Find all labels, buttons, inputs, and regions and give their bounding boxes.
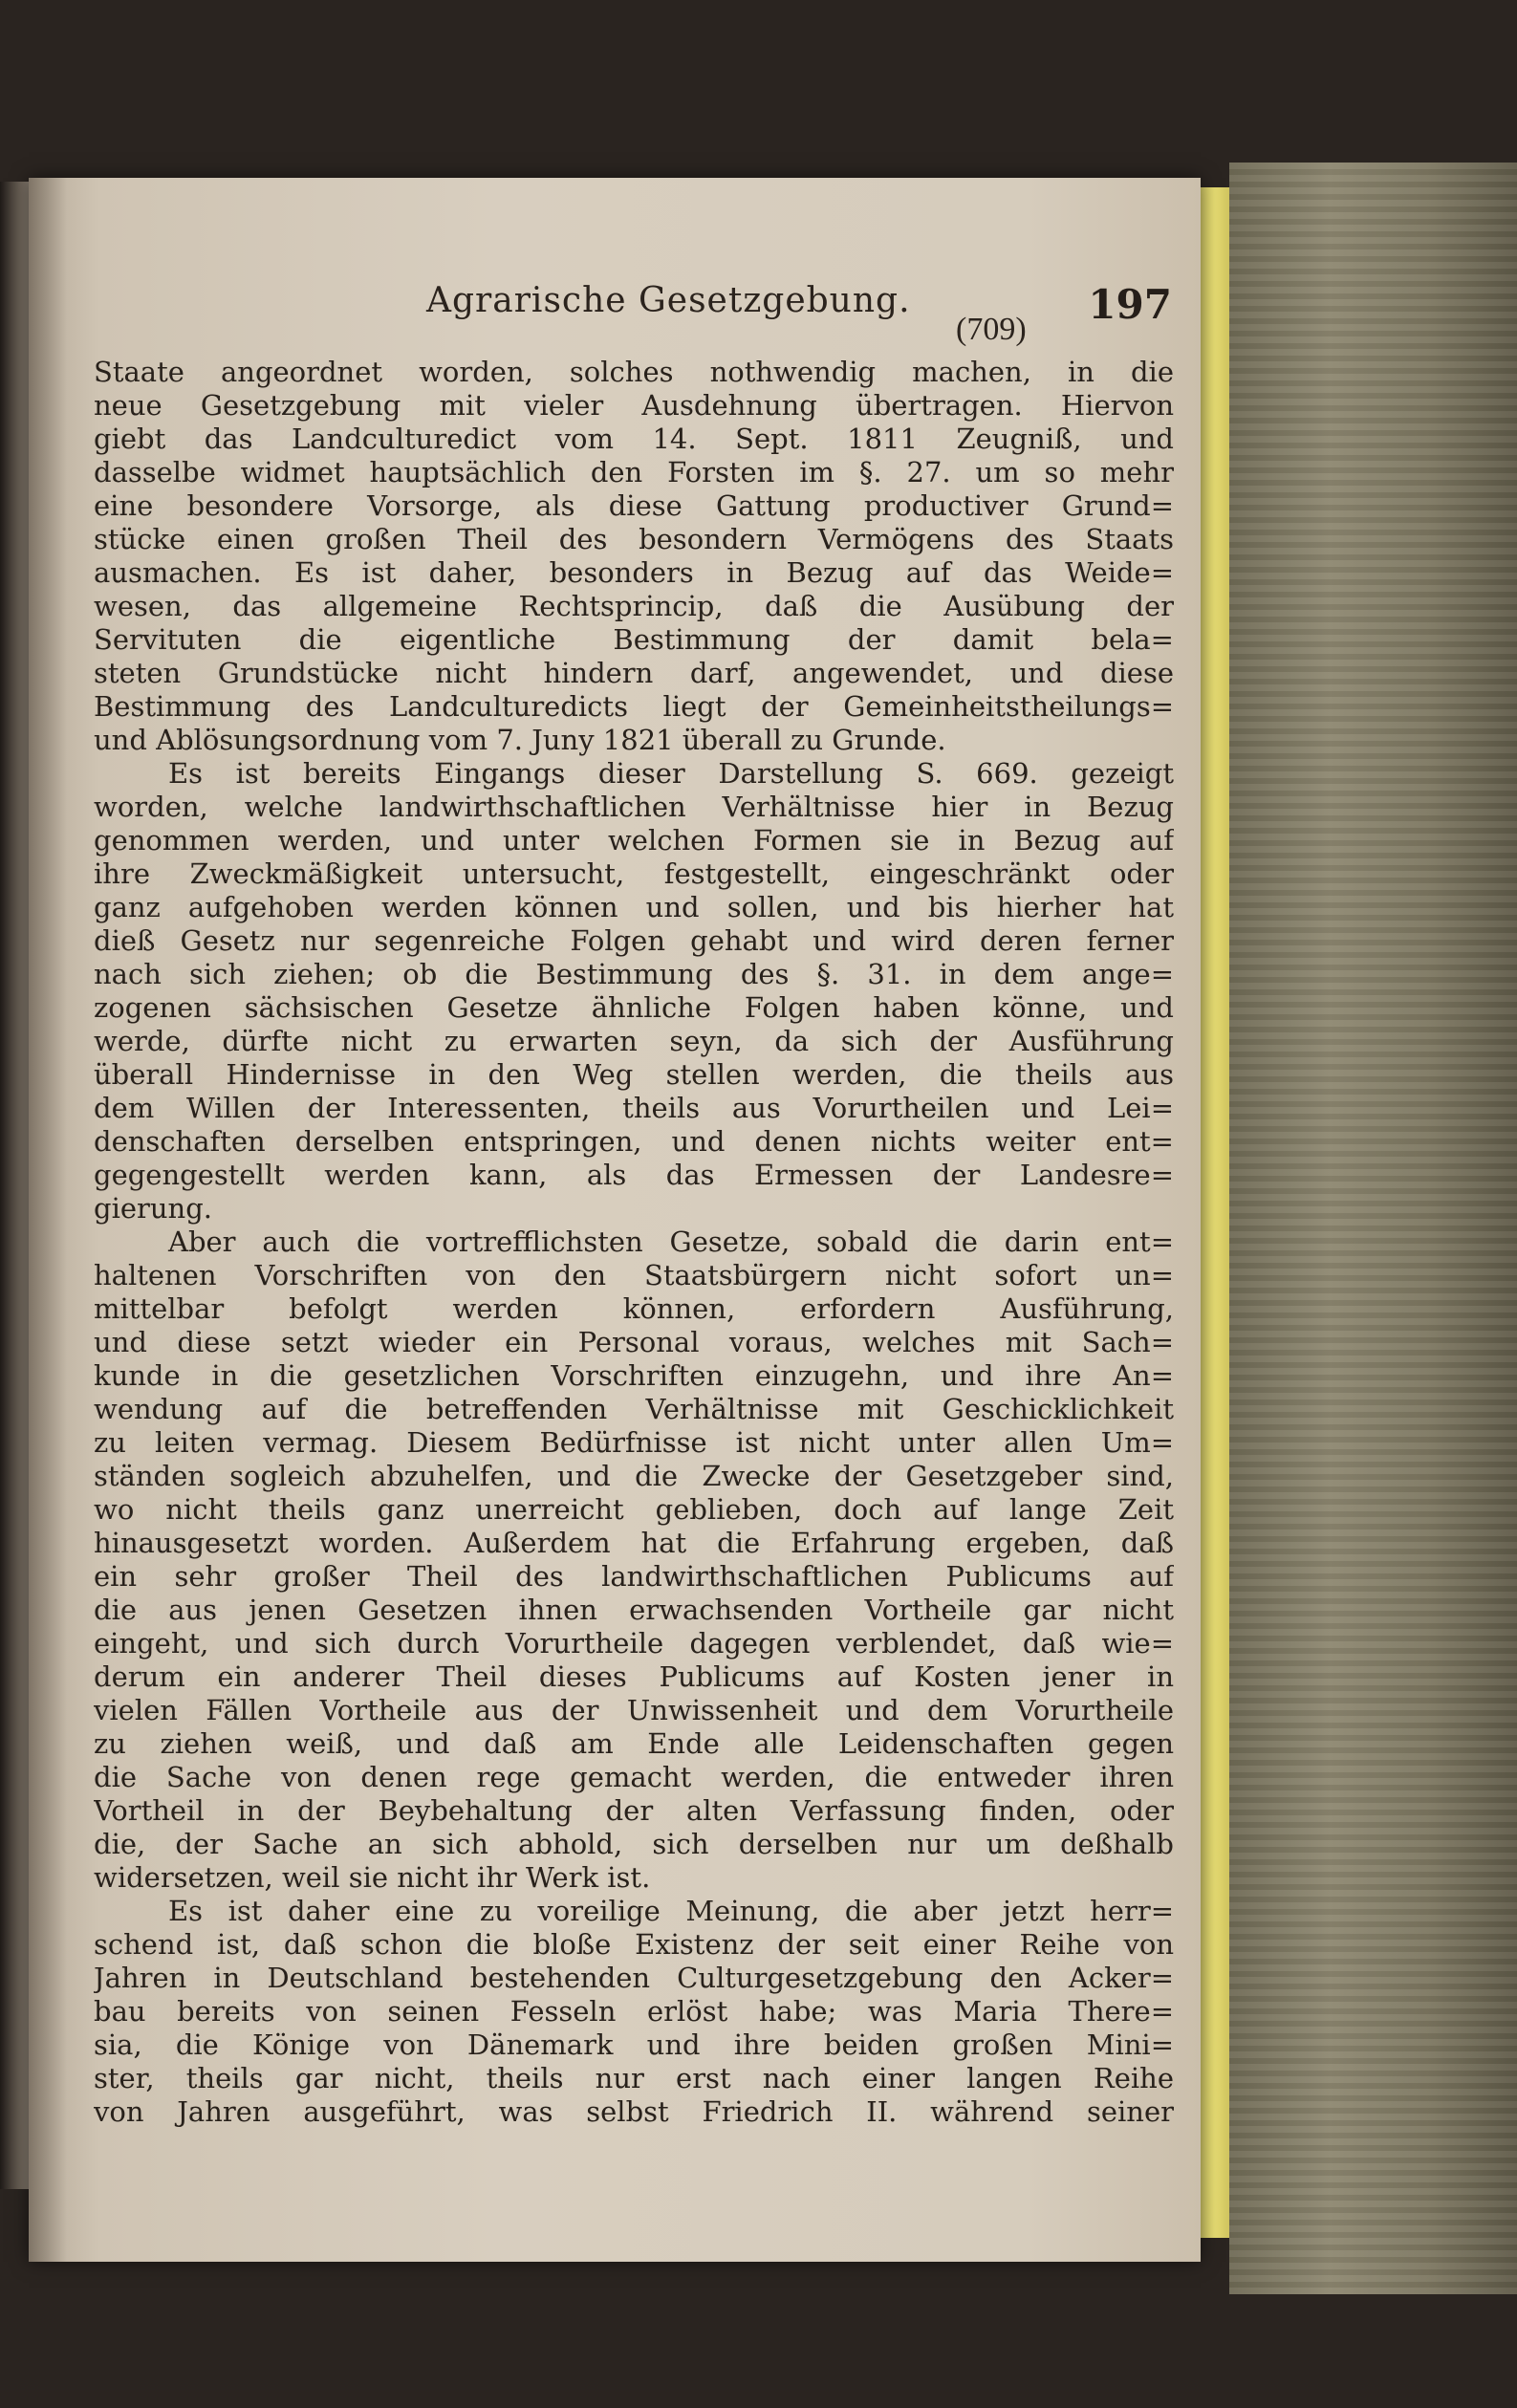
text-line: bau bereits von seinen Fesseln erlöst habe; was Maria There= <box>94 1995 1174 2028</box>
page-number: 197 <box>1088 281 1172 328</box>
text-line: ganz aufgehoben werden können und sollen, und bis hierher hat <box>94 891 1174 923</box>
gutter-shadow <box>29 178 67 2262</box>
text-line: ster, theils gar nicht, theils nur erst nach einer langen Reihe <box>94 2062 1174 2094</box>
text-line: werde, dürfte nicht zu erwarten seyn, da sich der Ausführung <box>94 1025 1174 1057</box>
marginal-number: (709) <box>956 312 1027 347</box>
text-line: überall Hindernisse in den Weg stellen werden, die theils aus <box>94 1058 1174 1091</box>
text-line: hinausgesetzt worden. Außerdem hat die Erfahrung ergeben, daß <box>94 1527 1174 1559</box>
text-line: sia, die Könige von Dänemark und ihre beiden großen Mini= <box>94 2028 1174 2061</box>
text-line: kunde in die gesetzlichen Vorschriften einzugehn, und ihre An= <box>94 1359 1174 1392</box>
text-line: schend ist, daß schon die bloße Existenz der seit einer Reihe von <box>94 1928 1174 1961</box>
text-line: die aus jenen Gesetzen ihnen erwachsenden Vortheile gar nicht <box>94 1594 1174 1626</box>
text-line: derum ein anderer Theil dieses Publicums auf Kosten jener in <box>94 1660 1174 1693</box>
text-line: Aber auch die vortrefflichsten Gesetze, sobald die darin ent= <box>168 1226 1174 1258</box>
page-edge-yellow <box>1201 187 1229 2238</box>
text-line: Jahren in Deutschland bestehenden Culturgesetzgebung den Acker= <box>94 1962 1174 1994</box>
text-line: stücke einen großen Theil des besondern Vermögens des Staats <box>94 523 1174 555</box>
book-page <box>29 178 1201 2262</box>
text-line: Staate angeordnet worden, solches nothwendig machen, in die <box>94 356 1174 388</box>
text-line: vielen Fällen Vortheile aus der Unwissenheit und dem Vorurtheile <box>94 1694 1174 1726</box>
text-line: ständen sogleich abzuhelfen, und die Zwecke der Gesetzgeber sind, <box>94 1460 1174 1492</box>
text-line: zu leiten vermag. Diesem Bedürfnisse ist nicht unter allen Um= <box>94 1426 1174 1459</box>
text-line: Bestimmung des Landculturedicts liegt der Gemeinheitstheilungs= <box>94 690 1174 723</box>
text-line: zu ziehen weiß, und daß am Ende alle Leidenschaften gegen <box>94 1727 1174 1760</box>
text-line: neue Gesetzgebung mit vieler Ausdehnung übertragen. Hiervon <box>94 389 1174 422</box>
text-line: giebt das Landculturedict vom 14. Sept. 1811 Zeugniß, und <box>94 423 1174 455</box>
text-line: Servituten die eigentliche Bestimmung der damit bela= <box>94 623 1174 656</box>
text-line: Vortheil in der Beybehaltung der alten Verfassung finden, oder <box>94 1794 1174 1827</box>
book-cover-edge <box>1229 163 1517 2294</box>
text-line: eine besondere Vorsorge, als diese Gattung productiver Grund= <box>94 489 1174 522</box>
text-line: ausmachen. Es ist daher, besonders in Bezug auf das Weide= <box>94 556 1174 589</box>
text-line: Es ist daher eine zu voreilige Meinung, die aber jetzt herr= <box>168 1895 1174 1927</box>
text-line: und diese setzt wieder ein Personal voraus, welches mit Sach= <box>94 1326 1174 1358</box>
text-line: widersetzen, weil sie nicht ihr Werk ist. <box>94 1861 651 1894</box>
text-line: mittelbar befolgt werden können, erfordern Ausführung, <box>94 1292 1174 1325</box>
running-head: Agrarische Gesetzgebung. <box>426 281 911 320</box>
text-line: dasselbe widmet hauptsächlich den Forsten im §. 27. um so mehr <box>94 456 1174 488</box>
text-line: und Ablösungsordnung vom 7. Juny 1821 überall zu Grunde. <box>94 724 946 756</box>
text-line: wo nicht theils ganz unerreicht geblieben, doch auf lange Zeit <box>94 1493 1174 1526</box>
text-line: die Sache von denen rege gemacht werden, die entweder ihren <box>94 1761 1174 1793</box>
text-line: steten Grundstücke nicht hindern darf, angewendet, und diese <box>94 657 1174 689</box>
text-line: ihre Zweckmäßigkeit untersucht, festgestellt, eingeschränkt oder <box>94 857 1174 890</box>
body-text <box>94 356 1174 2129</box>
text-line: die, der Sache an sich abhold, sich derselben nur um deßhalb <box>94 1828 1174 1860</box>
text-line: dieß Gesetz nur segenreiche Folgen gehabt und wird deren ferner <box>94 924 1174 957</box>
text-line: denschaften derselben entspringen, und denen nichts weiter ent= <box>94 1125 1174 1158</box>
text-line: gegengestellt werden kann, als das Ermessen der Landesre= <box>94 1159 1174 1191</box>
text-line: wesen, das allgemeine Rechtsprincip, daß die Ausübung der <box>94 590 1174 622</box>
text-line: worden, welche landwirthschaftlichen Verhältnisse hier in Bezug <box>94 791 1174 823</box>
text-line: zogenen sächsischen Gesetze ähnliche Folgen haben könne, und <box>94 991 1174 1024</box>
text-line: von Jahren ausgeführt, was selbst Friedrich II. während seiner <box>94 2095 1174 2128</box>
text-line: eingeht, und sich durch Vorurtheile dagegen verblendet, daß wie= <box>94 1627 1174 1660</box>
text-line: Es ist bereits Eingangs dieser Darstellung S. 669. gezeigt <box>168 757 1174 790</box>
text-line: wendung auf die betreffenden Verhältnisse mit Geschicklichkeit <box>94 1393 1174 1425</box>
text-line: dem Willen der Interessenten, theils aus Vorurtheilen und Lei= <box>94 1092 1174 1124</box>
text-line: gierung. <box>94 1192 213 1225</box>
text-line: genommen werden, und unter welchen Formen sie in Bezug auf <box>94 824 1174 857</box>
text-line: ein sehr großer Theil des landwirthschaftlichen Publicums auf <box>94 1560 1174 1593</box>
text-line: haltenen Vorschriften von den Staatsbürgern nicht sofort un= <box>94 1259 1174 1291</box>
text-line: nach sich ziehen; ob die Bestimmung des §. 31. in dem ange= <box>94 958 1174 990</box>
